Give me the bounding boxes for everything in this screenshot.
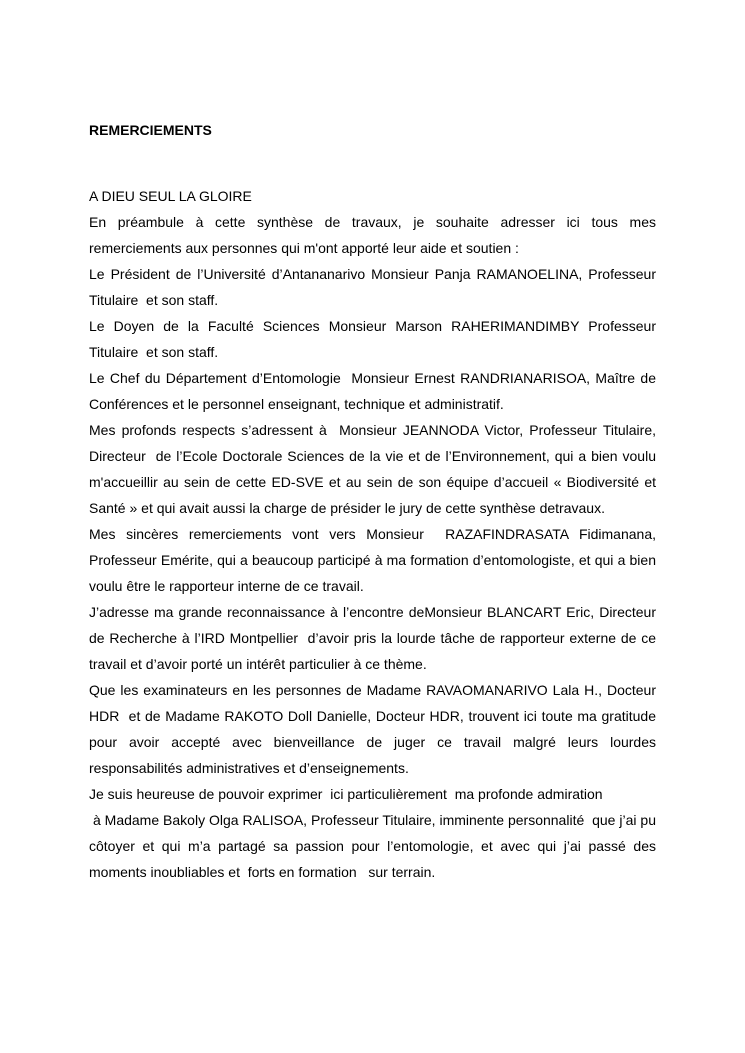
paragraph-mentor: à Madame Bakoly Olga RALISOA, Professeur Titulaire, imminente personnalité que j’ai pu côtoyer et qui m’a partagé sa passion pour l’entomologie, et avec qui j’ai passé des moments inoubliables et forts en formation sur terrain.	[89, 812, 660, 880]
paragraph-internal-reviewer: Mes sincères remerciements vont vers Monsieur RAZAFINDRASATA Fidimanana, Professeur Emérite, qui a beaucoup participé à ma formation d’entomologiste, et qui a bien voulu être le rapporteur interne de ce travail.	[89, 526, 660, 594]
paragraph-admiration: Je suis heureuse de pouvoir exprimer ici particulièrement ma profonde admiration	[89, 786, 603, 802]
paragraph-department-head: Le Chef du Département d’Entomologie Monsieur Ernest RANDRIANARISOA, Maître de Conférences et le personnel enseignant, technique et administratif.	[89, 370, 660, 412]
paragraph-external-reviewer: J’adresse ma grande reconnaissance à l’encontre deMonsieur BLANCART Eric, Directeur de Recherche à l’IRD Montpellier d’avoir pris la lourde tâche de rapporteur externe de ce travail et d’avoir porté un intérêt particulier à ce thème.	[89, 604, 660, 672]
paragraph-doctoral-school-director: Mes profonds respects s’adressent à Monsieur JEANNODA Victor, Professeur Titulaire, Directeur de l’Ecole Doctorale Sciences de la vie et de l’Environnement, qui a bien voulu m'accueillir au sein de cette ED-SVE et au sein de son équipe d’accueil « Biodiversité et Santé » et qui avait aussi la charge de présider le jury de cette synthèse detravaux.	[89, 422, 660, 516]
page-title: REMERCIEMENTS	[89, 122, 212, 138]
paragraph-dedication: A DIEU SEUL LA GLOIRE	[89, 188, 252, 204]
paragraph-president: Le Président de l’Université d’Antananarivo Monsieur Panja RAMANOELINA, Professeur Titulaire et son staff.	[89, 266, 660, 308]
paragraph-examiners: Que les examinateurs en les personnes de Madame RAVAOMANARIVO Lala H., Docteur HDR et de Madame RAKOTO Doll Danielle, Docteur HDR, trouvent ici toute ma gratitude pour avoir accepté avec bienveillance de juger ce travail malgré leurs lourdes responsabilités administratives et d’enseignements.	[89, 682, 660, 776]
acknowledgements-body	[89, 183, 660, 885]
paragraph-preamble: En préambule à cette synthèse de travaux, je souhaite adresser ici tous mes remerciements aux personnes qui m'ont apporté leur aide et soutien :	[89, 214, 660, 256]
paragraph-dean: Le Doyen de la Faculté Sciences Monsieur Marson RAHERIMANDIMBY Professeur Titulaire et son staff.	[89, 318, 660, 360]
